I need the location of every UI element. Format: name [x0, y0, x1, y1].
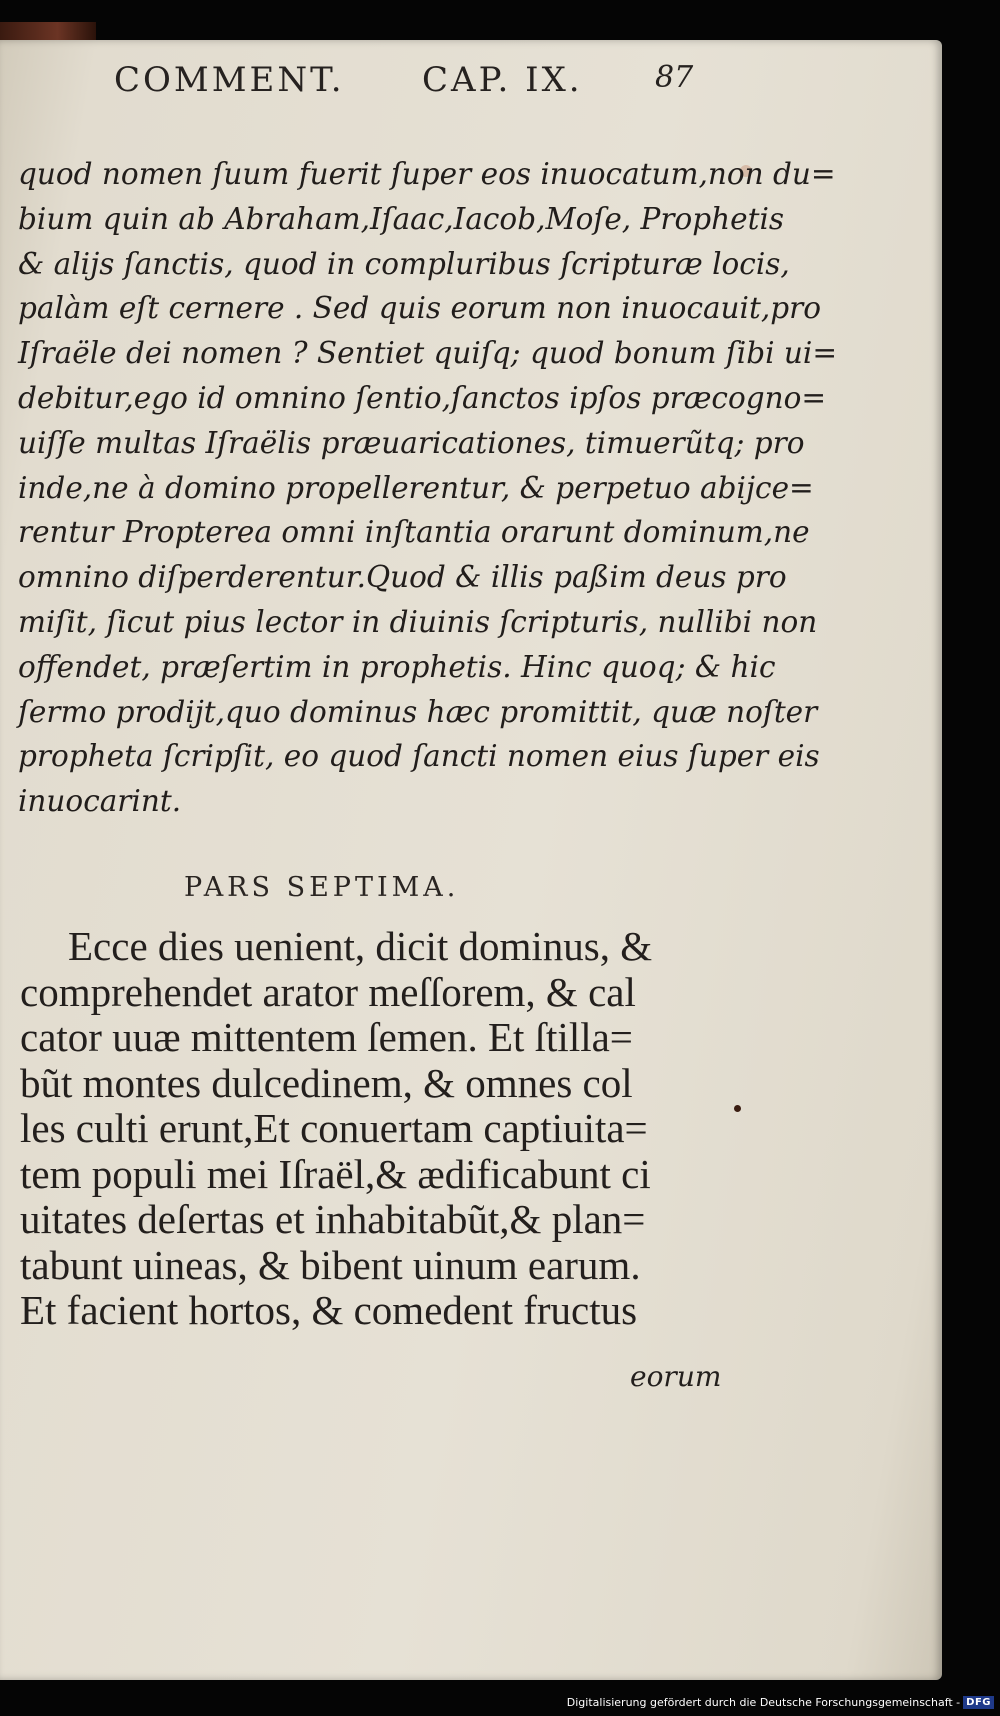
text-line: uitates deſertas et inhabitabũt,& plan=	[20, 1196, 646, 1242]
text-line: rentur Propterea omni inſtantia orarunt dominum,ne	[18, 515, 810, 550]
text-line: uiſſe multas Iſraëlis præuaricationes, timuerũtq; pro	[18, 425, 805, 460]
text-line: inuocarint.	[18, 784, 182, 819]
page-number: 87	[655, 60, 694, 95]
credit-text: Digitalisierung gefördert durch die Deutsche Forschungsgemeinschaft -	[566, 1695, 961, 1709]
digitization-credit	[567, 1690, 994, 1714]
text-line: offendet, præſertim in prophetis. Hinc quoq; & hic	[18, 649, 776, 684]
scripture-text	[20, 924, 740, 1334]
text-line: propheta ſcripſit, eo quod ſancti nomen eius ſuper eis	[18, 739, 820, 774]
text-line: cator uuæ mittentem ſemen. Et ſtilla=	[20, 1014, 633, 1060]
text-line: miſit, ſicut pius lector in diuinis ſcripturis, nullibi non	[18, 604, 818, 639]
catchword: eorum	[630, 1360, 722, 1393]
ink-dot	[734, 1105, 741, 1112]
running-title: COMMENT.	[114, 60, 345, 100]
text-line: les culti erunt,Et conuertam captiuita=	[20, 1105, 648, 1151]
text-line: debitur,ego id omnino ſentio,ſanctos ipſos præcogno=	[18, 380, 827, 415]
text-line: omnino diſperderentur.Quod & illis paßim deus pro	[18, 560, 787, 595]
text-line: bium quin ab Abraham,Iſaac,Iacob,Moſe, Prophetis	[18, 201, 785, 236]
dfg-logo: DFG	[963, 1696, 994, 1709]
text-line: bũt montes dulcedinem, & omnes col	[20, 1059, 633, 1106]
text-line: Ecce dies uenient, dicit dominus, &	[68, 923, 653, 969]
text-line: tem populi mei Iſraël,& ædificabunt ci	[20, 1150, 651, 1197]
text-line: quod nomen ſuum fuerit ſuper eos inuocatum,non du=	[18, 157, 836, 191]
text-line: Et facient hortos, & comedent fructus	[20, 1287, 638, 1333]
text-line: palàm eſt cernere . Sed quis eorum non inuocauit,pro	[18, 291, 821, 326]
text-line: ſermo prodijt,quo dominus hæc promittit, quæ noſter	[18, 694, 818, 729]
text-line: tabunt uineas, & bibent uinum earum.	[20, 1241, 641, 1288]
running-header	[0, 60, 942, 130]
text-line: Iſraële dei nomen ? Sentiet quiſq; quod bonum ſibi ui=	[18, 336, 838, 371]
chapter-heading: CAP. IX.	[422, 60, 583, 100]
commentary-text	[18, 152, 838, 824]
text-line: inde,ne à domino propellerentur, & perpetuo abijce=	[18, 470, 814, 505]
text-line: & alijs ſanctis, quod in compluribus ſcripturæ locis,	[18, 246, 790, 281]
section-title: PARS SEPTIMA.	[184, 872, 460, 903]
text-line: comprehendet arator meſſorem, & cal	[20, 968, 636, 1015]
